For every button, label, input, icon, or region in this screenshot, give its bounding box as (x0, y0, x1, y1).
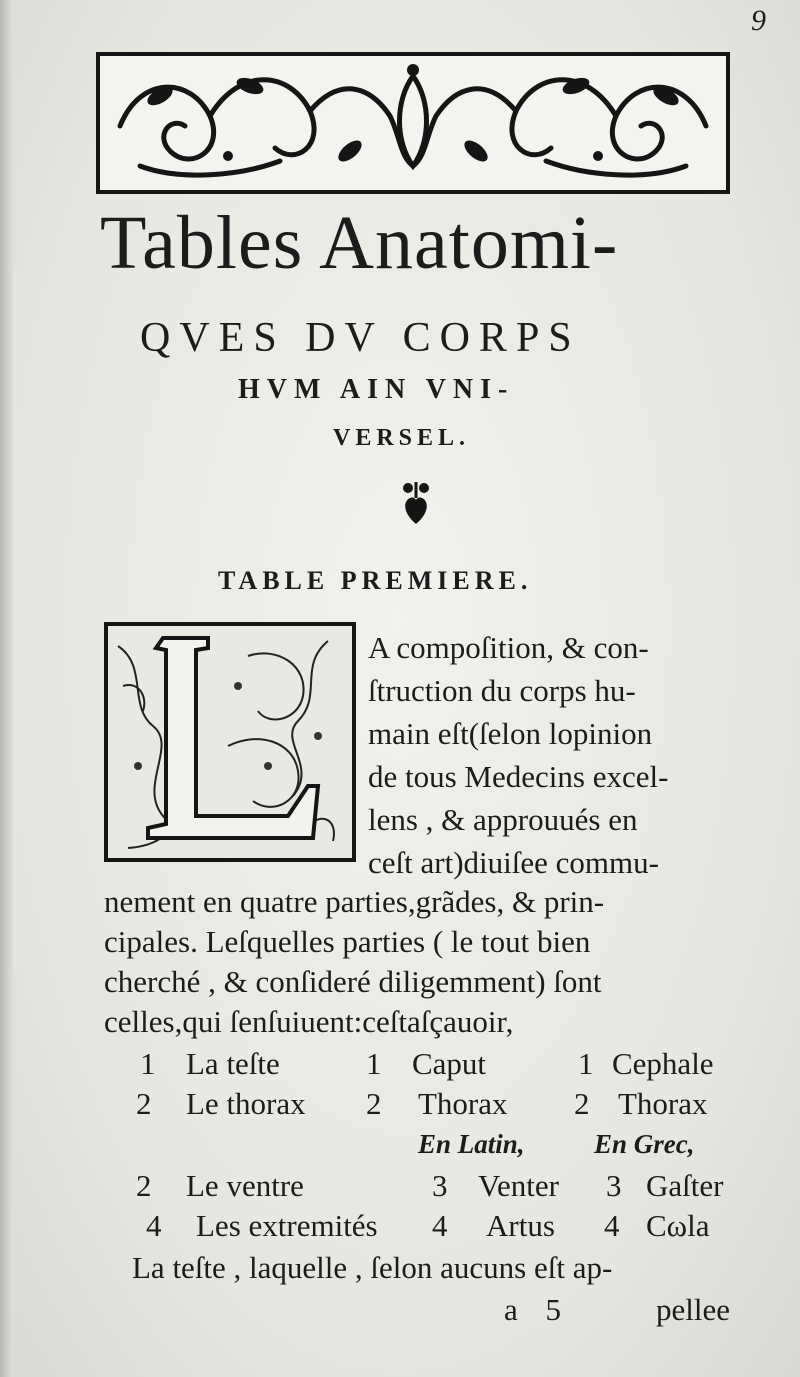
table-heading: TABLE PREMIERE. (218, 566, 533, 595)
paragraph-line: cipales. Leſquelles parties ( le tout bien (104, 924, 591, 959)
paragraph-line: celles,qui ſenſuiuent:ceſtaſçauoir, (104, 1004, 514, 1039)
table-row-num-fr: 4 (146, 1208, 162, 1243)
table-cell-french: Les extremités (196, 1208, 378, 1243)
table-cell-latin: Venter (478, 1168, 559, 1203)
paragraph-line: ſtruction du corps hu- (368, 673, 636, 708)
signature-mark: a 5 (504, 1292, 572, 1327)
table-cell-latin: Thorax (418, 1086, 508, 1121)
closing-line: La teſte , laquelle , ſelon aucuns eſt ap- (132, 1250, 613, 1285)
table-row-num-fr: 2 (136, 1086, 152, 1121)
page-edge (0, 0, 14, 1377)
table-cell-greek: Cephale (612, 1046, 714, 1081)
paragraph-line: A compoſition, & con- (368, 630, 649, 665)
grape-leaf-ornament-icon (396, 476, 436, 526)
table-cell-greek: Cωla (646, 1208, 710, 1243)
table-row-num-gr: 1 (578, 1046, 594, 1081)
floral-scroll-banner-icon (96, 52, 730, 194)
subtitle-line-1: QVES DV CORPS (140, 315, 581, 361)
page-title: Tables Anatomi- (100, 201, 619, 285)
greek-column-header: En Grec, (594, 1129, 695, 1159)
table-row-num-la: 1 (366, 1046, 382, 1081)
table-cell-french: La teſte (186, 1046, 280, 1081)
table-cell-greek: Thorax (618, 1086, 708, 1121)
table-row-num-la: 2 (366, 1086, 382, 1121)
subtitle-line-3: VERSEL. (333, 425, 471, 451)
paragraph-line: cherché , & conſideré diligemment) ſont (104, 964, 602, 999)
table-cell-greek: Gaſter (646, 1168, 724, 1203)
page-number: 9 (751, 4, 766, 37)
paragraph-line: nement en quatre parties,grãdes, & prin- (104, 884, 605, 919)
table-row-num-la: 4 (432, 1208, 448, 1243)
table-cell-latin: Artus (486, 1208, 555, 1243)
latin-column-header: En Latin, (418, 1129, 525, 1159)
paragraph-line: ceſt art)diuiſee commu- (368, 845, 659, 880)
subtitle-line-2: HVM AIN VNI- (238, 374, 515, 405)
decorated-initial-l-icon (104, 622, 356, 862)
table-row-num-gr: 2 (574, 1086, 590, 1121)
table-cell-latin: Caput (412, 1046, 487, 1081)
table-row-num-fr: 1 (140, 1046, 156, 1081)
paragraph-line: main eſt(ſelon lopinion (368, 716, 653, 751)
table-row-num-la: 3 (432, 1168, 448, 1203)
catchword: pellee (656, 1292, 731, 1327)
table-row-num-gr: 3 (606, 1168, 622, 1203)
paragraph-line: lens , & approuués en (368, 802, 638, 837)
table-row-num-fr: 2 (136, 1168, 152, 1203)
paragraph-line: de tous Medecins excel- (368, 759, 669, 794)
table-row-num-gr: 4 (604, 1208, 620, 1243)
table-cell-french: Le ventre (186, 1168, 304, 1203)
table-cell-french: Le thorax (186, 1086, 306, 1121)
